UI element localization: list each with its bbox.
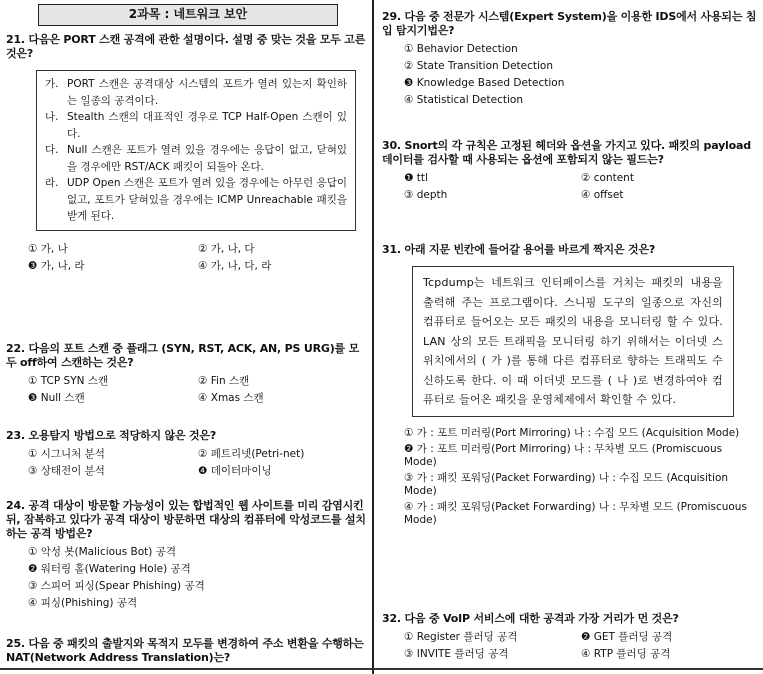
question-24 (6, 499, 368, 612)
question-title: 24. 공격 대상이 방문할 가능성이 있는 합법적인 웹 사이트를 미리 감염시킨 뒤, 잠복하고 있다가 공격 대상이 방문하면 대상의 컴퓨터에 악성코드를 설치하는 공격 방법은? (6, 499, 366, 540)
column-divider (372, 0, 374, 674)
question-title: 22. 다음의 포트 스캔 중 플래그 (SYN, RST, ACK, AN, PS URG)를 모두 off하여 스캔하는 것은? (6, 342, 360, 369)
answer-option[interactable]: ① 시그니처 분석 (28, 448, 105, 460)
answer-option[interactable]: ❷ GET 플러딩 공격 (581, 631, 673, 643)
right-column (382, 0, 758, 674)
answer-options (28, 241, 368, 275)
answer-option[interactable]: ① Behavior Detection (404, 43, 518, 55)
statement-item: 다. Null 스캔은 포트가 열려 있을 경우에는 응답이 없고, 닫혀있을 경우에만 RST/ACK 패킷이 되돌아 온다. (45, 144, 347, 173)
question-title: 30. Snort의 각 규칙은 고정된 헤더와 옵션을 가지고 있다. 패킷의 payload 데이터를 검사할 때 사용되는 옵션에 포함되지 않는 필드는? (382, 139, 751, 166)
answer-option[interactable]: ④ 피싱(Phishing) 공격 (28, 597, 138, 609)
question-title: 31. 아래 지문 빈칸에 들어갈 용어를 바르게 짝지은 것은? (382, 243, 656, 256)
answer-option[interactable]: ① 가, 나 (28, 242, 68, 255)
answer-options (404, 41, 758, 109)
answer-option[interactable]: ② content (581, 172, 634, 184)
question-29 (382, 10, 758, 109)
question-31 (382, 243, 758, 530)
answer-option[interactable]: ② 가, 나, 다 (198, 242, 255, 255)
question-25 (6, 637, 368, 665)
answer-option[interactable]: ② State Transition Detection (404, 60, 554, 72)
answer-options (28, 544, 368, 612)
answer-option[interactable]: ① TCP SYN 스캔 (28, 375, 109, 387)
answer-options (404, 629, 758, 663)
passage-box: Tcpdump는 네트워크 인터페이스를 거치는 패킷의 내용을 출력해 주는 프로그램이다. 스니핑 도구의 일종으로 자신의 컴퓨터로 들어오는 모든 패킷의 내용을 모니터링 할 수 있다. LAN 상의 모든 트래픽을 모니터링 하기 위해서는 이더넷 스위치에서의 ( 가 )를 통해 다른 컴퓨터로 향하는 트래픽도 수 신하도록 한다. 이 때 이더넷 모드를 ( 나 )로 변경하여야 컴 퓨터로 들어온 패킷을 운영체제에서 확인할 수 있다. (412, 266, 734, 417)
statement-item: 라. UDP Open 스캔은 포트가 열려 있을 경우에는 아무런 응답이 없고, 포트가 닫혀있을 경우에는 ICMP Unreachable 패킷을 받게 된다. (45, 177, 347, 222)
answer-option[interactable]: ③ 스피어 피싱(Spear Phishing) 공격 (28, 580, 205, 592)
answer-option[interactable]: ① 가 : 포트 미러링(Port Mirroring) 나 : 수집 모드 (Acquisition Mode) (404, 426, 740, 439)
answer-option[interactable]: ④ RTP 플러딩 공격 (581, 648, 671, 660)
answer-option[interactable]: ③ 상태전이 분석 (28, 465, 105, 477)
answer-option[interactable]: ③ depth (404, 189, 448, 201)
answer-option[interactable]: ❷ 가 : 포트 미러링(Port Mirroring) 나 : 무차별 모드 (Promiscuous Mode) (404, 442, 723, 468)
answer-option[interactable]: ② Fin 스캔 (198, 375, 250, 387)
answer-option[interactable]: ① 악성 봇(Malicious Bot) 공격 (28, 546, 176, 558)
answer-option[interactable]: ❸ Null 스캔 (28, 392, 85, 404)
question-21 (6, 33, 368, 275)
answer-option[interactable]: ④ 가, 나, 다, 라 (198, 259, 272, 272)
answer-option[interactable]: ① Register 플러딩 공격 (404, 631, 518, 643)
answer-option[interactable]: ❶ ttl (404, 172, 428, 184)
answer-option[interactable]: ❸ 가, 나, 라 (28, 259, 85, 272)
answer-option[interactable]: ❹ 데이터마이닝 (198, 465, 272, 477)
question-23 (6, 429, 368, 480)
question-title: 23. 오용탐지 방법으로 적당하지 않은 것은? (6, 429, 217, 442)
answer-option[interactable]: ③ INVITE 플러딩 공격 (404, 648, 509, 660)
question-30 (382, 139, 758, 204)
answer-options (28, 373, 368, 407)
question-32 (382, 612, 758, 663)
answer-options (28, 446, 368, 480)
question-title: 29. 다음 중 전문가 시스템(Expert System)을 이용한 IDS에서 사용되는 침입 탐지기법은? (382, 10, 757, 37)
page-bottom-rule (0, 668, 763, 670)
answer-option[interactable]: ❷ 워터링 홀(Watering Hole) 공격 (28, 563, 191, 575)
answer-options (404, 170, 758, 204)
answer-options (404, 427, 758, 527)
section-title: 2과목 : 네트워크 보안 (38, 4, 338, 26)
left-column (6, 0, 368, 674)
question-title: 25. 다음 중 패킷의 출발지와 목적지 모두를 변경하여 주소 변환을 수행하는 NAT(Network Address Translation)는? (6, 637, 364, 664)
answer-option[interactable]: ④ Statistical Detection (404, 94, 523, 106)
question-title: 21. 다음은 PORT 스캔 공격에 관한 설명이다. 설명 중 맞는 것을 모두 고른 것은? (6, 33, 366, 60)
question-22 (6, 342, 368, 407)
answer-option[interactable]: ④ Xmas 스캔 (198, 392, 264, 404)
answer-option[interactable]: ❸ Knowledge Based Detection (404, 77, 565, 89)
answer-option[interactable]: ③ 가 : 패킷 포워딩(Packet Forwarding) 나 : 수집 모드 (Acquisition Mode) (404, 471, 729, 497)
statement-item: 가. PORT 스캔은 공격대상 시스템의 포트가 열려 있는지 확인하는 일종의 공격이다. (45, 78, 347, 107)
answer-option[interactable]: ② 페트리넷(Petri-net) (198, 448, 305, 460)
answer-option[interactable]: ④ offset (581, 189, 624, 201)
statement-box (36, 70, 356, 231)
question-title: 32. 다음 중 VoIP 서비스에 대한 공격과 가장 거리가 먼 것은? (382, 612, 679, 625)
answer-option[interactable]: ④ 가 : 패킷 포워딩(Packet Forwarding) 나 : 무차별 모드 (Promiscuous Mode) (404, 500, 747, 526)
statement-item: 나. Stealth 스캔의 대표적인 경우로 TCP Half-Open 스캔이 있다. (45, 111, 347, 140)
